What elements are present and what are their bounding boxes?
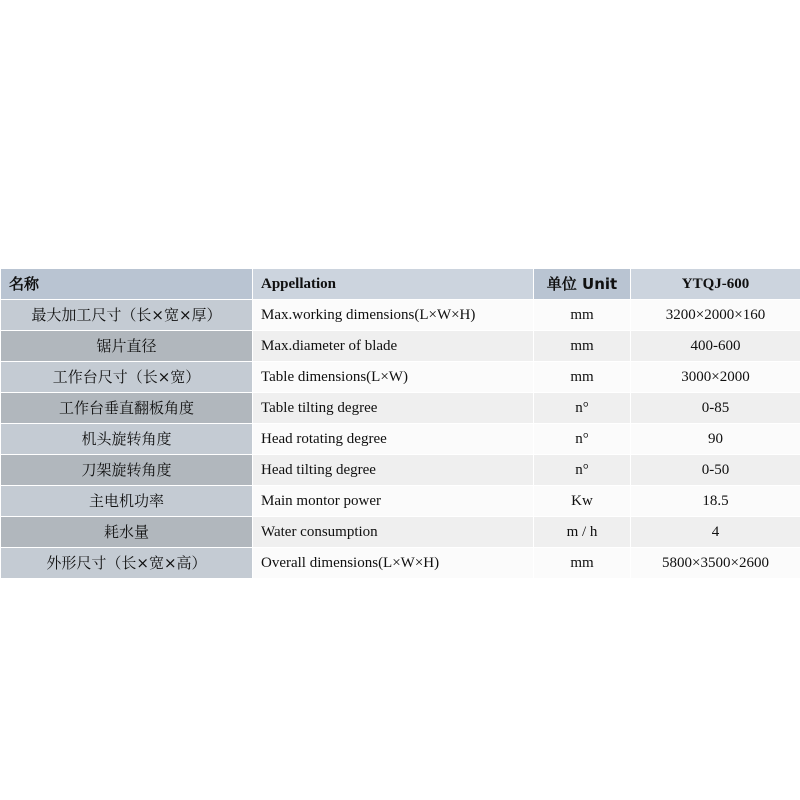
row-name: 工作台尺寸（长×宽） [1,362,253,393]
row-value: 4 [631,517,800,548]
table-row [1,517,800,548]
row-appellation: Water consumption [253,517,534,548]
table-row [1,393,800,424]
row-unit: mm [534,548,631,579]
row-unit: mm [534,300,631,331]
table-row [1,424,800,455]
table-row [1,548,800,579]
table-row [1,362,800,393]
row-appellation: Head tilting degree [253,455,534,486]
row-name: 外形尺寸（长×宽×高） [1,548,253,579]
row-unit: mm [534,362,631,393]
row-value: 18.5 [631,486,800,517]
row-name: 刀架旋转角度 [1,455,253,486]
header-appellation: Appellation [253,269,534,300]
row-appellation: Table tilting degree [253,393,534,424]
row-value: 5800×3500×2600 [631,548,800,579]
header-name: 名称 [1,269,253,300]
row-value: 90 [631,424,800,455]
row-unit: n° [534,455,631,486]
header-unit: 单位 Unit [534,269,631,300]
row-unit: n° [534,424,631,455]
row-name: 主电机功率 [1,486,253,517]
row-value: 0-50 [631,455,800,486]
row-appellation: Table dimensions(L×W) [253,362,534,393]
table-row [1,486,800,517]
row-appellation: Max.working dimensions(L×W×H) [253,300,534,331]
header-model: YTQJ-600 [631,269,800,300]
row-unit: m / h [534,517,631,548]
row-appellation: Main montor power [253,486,534,517]
row-unit: mm [534,331,631,362]
row-name: 工作台垂直翻板角度 [1,393,253,424]
row-unit: n° [534,393,631,424]
row-value: 400-600 [631,331,800,362]
row-value: 3200×2000×160 [631,300,800,331]
row-name: 耗水量 [1,517,253,548]
row-appellation: Overall dimensions(L×W×H) [253,548,534,579]
table-body [1,300,800,579]
row-name: 机头旋转角度 [1,424,253,455]
row-value: 0-85 [631,393,800,424]
table-row [1,300,800,331]
table-row [1,455,800,486]
row-appellation: Max.diameter of blade [253,331,534,362]
row-value: 3000×2000 [631,362,800,393]
specification-table [0,268,800,579]
row-appellation: Head rotating degree [253,424,534,455]
row-name: 锯片直径 [1,331,253,362]
row-name: 最大加工尺寸（长×宽×厚） [1,300,253,331]
table-row [1,331,800,362]
table-header-row [1,269,800,300]
row-unit: Kw [534,486,631,517]
